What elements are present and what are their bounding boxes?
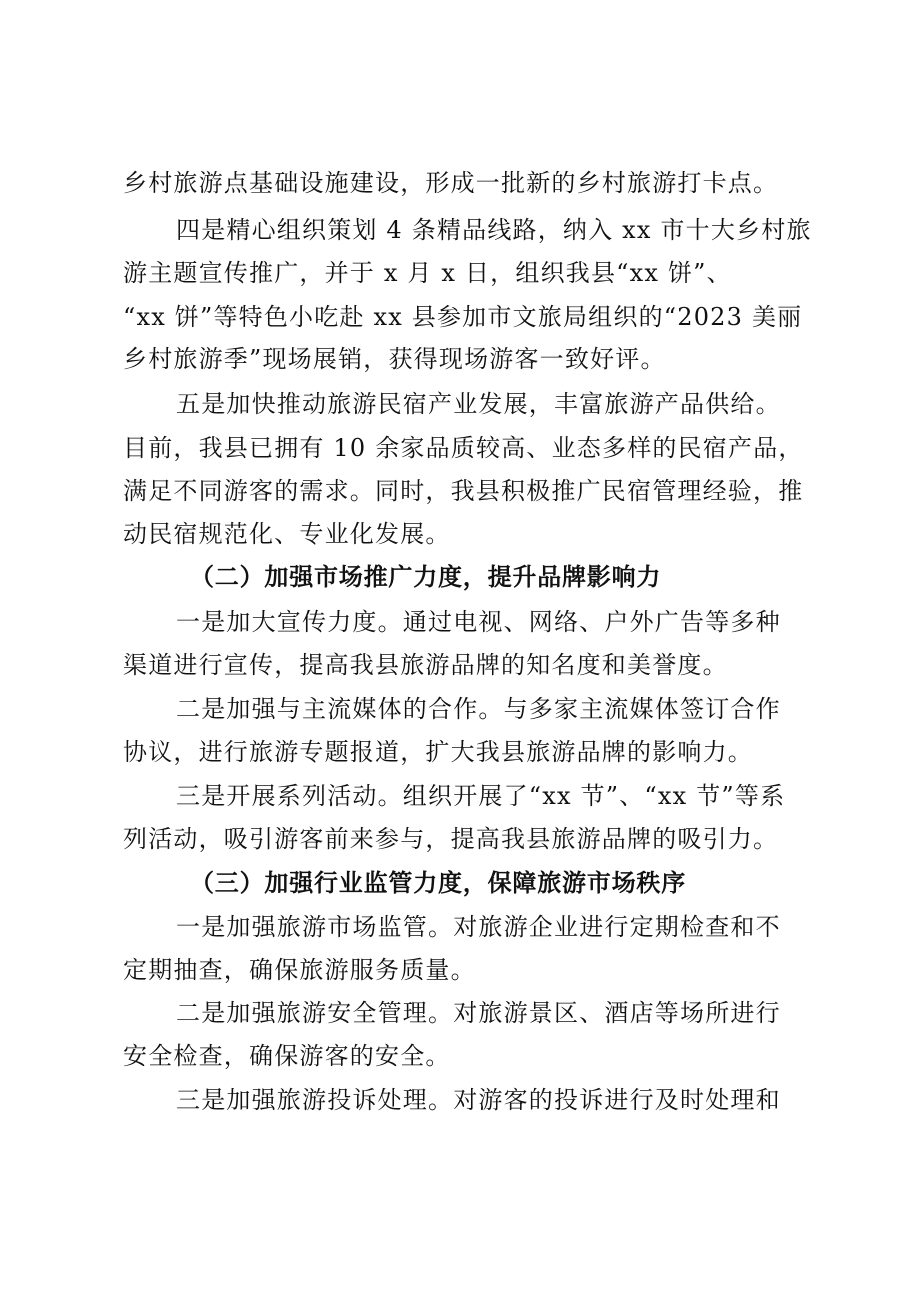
- text-line: 动民宿规范化、专业化发展。: [123, 520, 451, 548]
- text-line: 四是精心组织策划 4 条精品线路，纳入 xx 市十大乡村旅: [176, 216, 812, 244]
- text-line: 一是加大宣传力度。通过电视、网络、户外广告等多种: [176, 608, 781, 636]
- text-line: 协议，进行旅游专题报道，扩大我县旅游品牌的影响力。: [123, 738, 753, 766]
- text-line: “xx 饼”等特色小吃赴 xx 县参加市文旅局组织的“2023 美丽: [123, 303, 803, 331]
- text-line: 渠道进行宣传，提高我县旅游品牌的知名度和美誉度。: [123, 651, 728, 679]
- text-line: 三是开展系列活动。组织开展了“xx 节”、“xx 节”等系: [176, 782, 786, 810]
- text-line: 乡村旅游季”现场展销，获得现场游客一致好评。: [123, 345, 666, 373]
- section-heading: （二）加强市场推广力度，提升品牌影响力: [190, 562, 662, 591]
- text-line: 二是加强旅游安全管理。对旅游景区、酒店等场所进行: [176, 999, 781, 1027]
- text-line: 一是加强旅游市场监管。对旅游企业进行定期检查和不: [176, 913, 781, 941]
- section-heading: （三）加强行业监管力度，保障旅游市场秩序: [190, 868, 686, 897]
- text-line: 三是加强旅游投诉处理。对游客的投诉进行及时处理和: [176, 1086, 781, 1114]
- text-line: 满足不同游客的需求。同时，我县积极推广民宿管理经验，推: [123, 477, 804, 505]
- text-line: 五是加快推动旅游民宿产业发展，丰富旅游产品供给。: [176, 390, 781, 418]
- text-line: 乡村旅游点基础设施建设，形成一批新的乡村旅游打卡点。: [123, 169, 779, 197]
- text-line: 列活动，吸引游客前来参与，提高我县旅游品牌的吸引力。: [123, 825, 779, 853]
- text-line: 定期抽查，确保旅游服务质量。: [123, 956, 476, 984]
- text-line: 目前，我县已拥有 10 余家品质较高、业态多样的民宿产品，: [123, 434, 804, 462]
- text-line: 安全检查，确保游客的安全。: [123, 1042, 451, 1070]
- text-line: 二是加强与主流媒体的合作。与多家主流媒体签订合作: [176, 695, 781, 723]
- text-line: 游主题宣传推广，并于 x 月 x 日，组织我县“xx 饼”、: [123, 259, 732, 287]
